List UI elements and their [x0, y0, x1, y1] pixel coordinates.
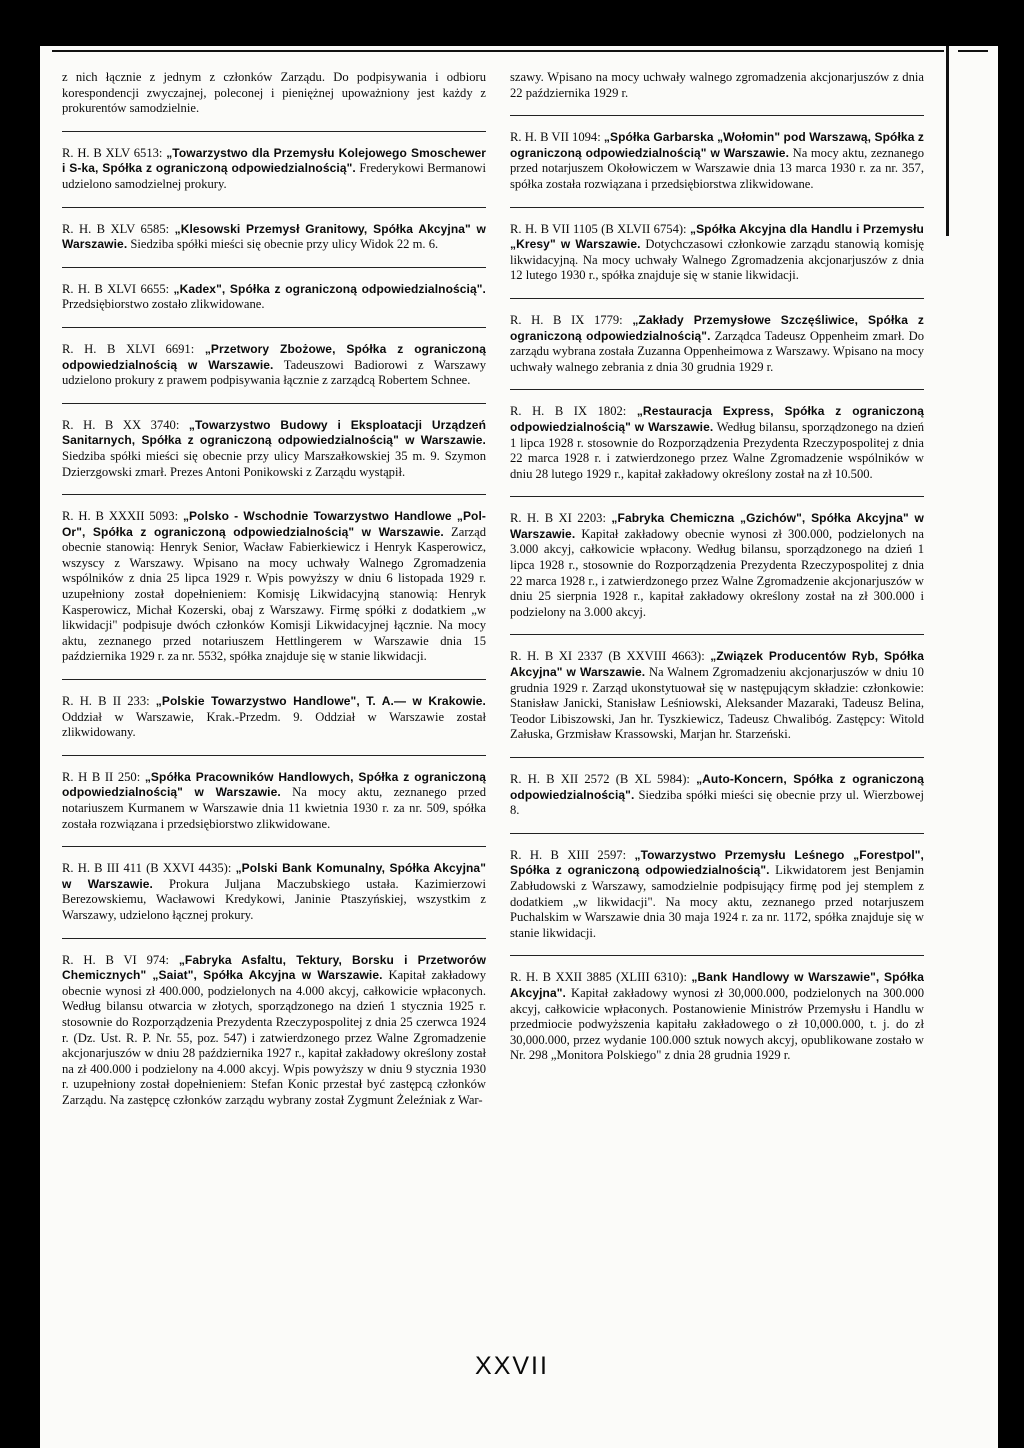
- entry-company-name: „Polskie Towarzystwo Handlowe", T. A.— w Krakowie.: [155, 694, 486, 709]
- entry-company-name: „Fabryka Chemiczna „Gzichów", Spółka Akcyjna" w Warszawie.: [510, 511, 924, 541]
- entry-text: Przedsiębiorstwo zostało zlikwidowane.: [62, 297, 265, 312]
- entry-separator: [510, 634, 924, 635]
- entry-company-name: „Towarzystwo Budowy i Eksploatacji Urządzeń Sanitarnych, Spółka z ograniczoną odpowiedzialnością" w Warszawie.: [62, 417, 487, 448]
- column-divider-mark: [946, 46, 949, 236]
- entry-reference: R. H. B XII 2572 (B XL 5984):: [510, 772, 697, 786]
- entry-reference: R. H. B XXXII 5093:: [62, 509, 183, 524]
- register-entry: [62, 146, 486, 193]
- register-entry: [510, 313, 924, 375]
- register-entry: [62, 342, 486, 389]
- left-column: [62, 70, 486, 1123]
- entry-text: Frederykowi Bermanowi udzielono samodzielnej prokury.: [62, 161, 486, 191]
- register-entry: [510, 772, 924, 819]
- register-entry: [510, 70, 924, 101]
- entry-text: Na Walnem Zgromadzeniu akcjonarjuszów w dniu 10 grudnia 1929 r. Zarząd ukonstytuował się w następującym składzie: członkowie: Stanisław Janicki, Stanisław Leśniowski, Aleksander Mazaraki, Tadeusz Belina, Teodor Libiszowski, Jan hr. Tyszkiewicz, Tadeusz Chwalibóg. Zastępcy: Witold Załuska, Grzmisław Krassowski, Marjan hr. Starzeński.: [510, 665, 924, 742]
- register-entry: [62, 222, 486, 253]
- register-entry: [510, 404, 924, 482]
- entry-text: Siedziba spółki mieści się obecnie przy ulicy Marszałkowskiej 35 m. 9. Szymon Dzierzgowski zmarł. Prezes Antoni Ponikowski z Zarządu wystąpił.: [62, 448, 486, 479]
- entry-separator: [510, 115, 924, 116]
- entry-separator: [62, 403, 486, 404]
- entry-separator: [62, 267, 486, 268]
- register-entry: [62, 694, 486, 741]
- entry-separator: [510, 298, 924, 299]
- entry-company-name: „Kadex", Spółka z ograniczoną odpowiedzialnością".: [173, 281, 486, 296]
- register-entry: [62, 770, 486, 832]
- top-rule: [52, 50, 944, 52]
- entry-reference: R. H. B VII 1094:: [510, 130, 604, 145]
- entry-company-name: „Przetwory Zbożowe, Spółka z ograniczoną odpowiedzialnością w Warszawie.: [62, 341, 486, 372]
- register-entry: [62, 282, 486, 313]
- entry-company-name: „Bank Handlowy w Warszawie", Spółka Akcyjna".: [510, 970, 924, 1000]
- entry-text: z nich łącznie z jednym z członków Zarządu. Do podpisywania i odbioru korespondencji zwyczajnej, poleconej i pieniężnej upoważniony jest każdy z prokurentów samodzielnie.: [62, 70, 486, 116]
- entry-reference: R. H. B IX 1802:: [510, 404, 637, 419]
- entry-reference: R. H. B XLVI 6691:: [62, 341, 205, 356]
- entry-text: Siedziba spółki mieści się obecnie przy ulicy Widok 22 m. 6.: [127, 237, 439, 252]
- entry-reference: R. H. B III 411 (B XXVI 4435):: [62, 861, 236, 876]
- entry-company-name: „Towarzystwo Przemysłu Leśnego „Forestpol", Spółka z ograniczoną odpowiedzialnością".: [510, 847, 924, 878]
- register-entry: [510, 130, 924, 192]
- right-column: [510, 70, 924, 1078]
- page-number: XXVII: [475, 1352, 549, 1380]
- register-entry: [510, 511, 924, 620]
- entry-reference: R. H. B VII 1105 (B XLVII 6754):: [510, 221, 690, 236]
- register-entry: [62, 418, 486, 480]
- entry-separator: [510, 389, 924, 390]
- entry-text: Zarząd obecnie stanowią: Henryk Senior, Wacław Fabierkiewicz i Henryk Kasperowicz, wszyscy z Warszawy. Wpisano na mocy uchwały Walnego Zgromadzenia wspólników z dnia 25 lipca 1929 r. Wpis powyższy w dniu 6 listopada 1929 r. uzupełniony został dopełnieniem: Komisję Likwidacyjną stanowią: Henryk Kasperowicz, Michał Kozerski, obaj z Warszawy. Firmę spółki z dodatkiem „w likwidacji" podpisuje dwóch członków Komisji Likwidacyjnej łącznie. Na mocy aktu, zeznanego przed notariuszem Hettlingerem w Warszawie dnia 15 października 1929 r. za nr. 5532, spółka znajduje się w stanie likwidacji.: [62, 524, 486, 664]
- entry-text: Kapitał zakładowy obecnie wynosi zł 300.000, podzielonych na 3.000 akcyj, całkowicie wpłacony. Według bilansu, sporządzonego na dzień 1 lipca 1928 r., stosownie do Rozporządzenia Prezydenta Rzeczypospolitej z dnia 22 marca 1928 r., i zatwierdzonego przez Walne Zgromadzenie akcjonarjuszów w dniu 25 sierpnia 1928 r., kapitał zakładowy określony został na zł 300.000 i podzielony na 3.000 akcyj.: [510, 526, 924, 619]
- register-entry: [62, 953, 486, 1109]
- entry-separator: [62, 131, 486, 132]
- entry-text: Siedziba spółki mieści się obecnie przy ul. Wierzbowej 8.: [510, 787, 924, 818]
- entry-reference: R. H. B XLVI 6655:: [62, 281, 174, 296]
- entry-text: Według bilansu, sporządzonego na dzień 1 lipca 1928 r. stosownie do Rozporządzenia Prezydenta Rzeczypospolitej z dnia 22 marca 1928 r. i zatwierdzonego przez Walne Zgromadzenie wspólników w dniu 28 lutego 1929 r., kapitał zakładowy określony został na zł 10.500.: [510, 419, 924, 481]
- entry-separator: [62, 494, 486, 495]
- entry-company-name: „Polsko - Wschodnie Towarzystwo Handlowe „Pol-Or", Spółka z ograniczoną odpowiedzialnością" w Warszawie.: [62, 509, 487, 539]
- entry-reference: R. H. B XLV 6585:: [62, 221, 175, 236]
- entry-text: Tadeuszowi Badiorowi z Warszawy udzielono prokury z prawem podpisywania łącznie z zarządcą Robertem Schnee.: [62, 357, 486, 388]
- register-entry: [62, 70, 486, 117]
- entry-text: Na mocy aktu, zeznanego przed notariuszem Kurmanem w Warszawie dnia 11 kwietnia 1930 r. za nr. 509, spółka została rozwiązana i przedsiębiorstwo zlikwidowane.: [62, 785, 486, 831]
- entry-reference: R. H. B II 233:: [62, 694, 156, 709]
- entry-separator: [510, 955, 924, 956]
- entry-reference: R. H B II 250:: [62, 769, 145, 784]
- register-entry: [62, 509, 486, 665]
- entry-separator: [62, 938, 486, 939]
- entry-company-name: „Spółka Akcyjna dla Handlu i Przemysłu „Kresy" w Warszawie.: [510, 221, 924, 252]
- register-entry: [510, 970, 924, 1064]
- entry-company-name: „Fabryka Asfaltu, Tektury, Borsku i Przetworów Chemicznych" „Saiat", Spółka Akcyjna w Warszawie.: [62, 952, 487, 983]
- entry-reference: R. H. B XI 2337 (B XXVIII 4663):: [510, 649, 711, 664]
- entry-reference: R. H. B XX 3740:: [62, 417, 189, 432]
- entry-company-name: „Spółka Garbarska „Wołomin" pod Warszawą, Spółka z ograniczoną odpowiedzialnością" w Warszawie.: [510, 130, 924, 160]
- entry-company-name: „Towarzystwo dla Przemysłu Kolejowego Smoschewer i S-ka, Spółka z ograniczoną odpowiedzialnością".: [62, 145, 486, 176]
- entry-separator: [62, 327, 486, 328]
- register-entry: [510, 848, 924, 942]
- register-entry: [510, 222, 924, 284]
- entry-separator: [510, 833, 924, 834]
- entry-text: Kapitał zakładowy wynosi zł 30,000.000, podzielonych na 300.000 akcyj, całkowicie wpłaconych. Postanowienie Ministrów Przemysłu i Handlu w przedmiocie podwyższenia kapitału zakładowego o zł 10,000.000, t. j. do zł 30,000.000, przez wydanie 100.000 sztuk nowych akcyj, opublikowane zostało w Nr. 298 „Monitora Polskiego" z dnia 28 grudnia 1929 r.: [510, 985, 924, 1063]
- entry-text: Zarządca Tadeusz Oppenheim zmarł. Do zarządu wybrana została Zuzanna Oppenheimowa z Warszawy. Wpisano na mocy uchwały walnego zebrania z dnia 30 grudnia 1929 r.: [510, 328, 924, 374]
- entry-company-name: „Auto-Koncern, Spółka z ograniczoną odpowiedzialnością".: [510, 772, 924, 802]
- register-entry: [510, 649, 924, 743]
- entry-company-name: „Restauracja Express, Spółka z ograniczoną odpowiedzialnością" w Warszawie.: [510, 404, 924, 434]
- entry-company-name: „Zakłady Przemysłowe Szczęśliwice, Spółka z ograniczoną odpowiedzialnością".: [510, 312, 924, 343]
- top-rule-right: [958, 50, 988, 52]
- entry-text: szawy. Wpisano na mocy uchwały walnego zgromadzenia akcjonarjuszów z dnia 22 października 1929 r.: [510, 70, 924, 100]
- entry-separator: [510, 757, 924, 758]
- entry-separator: [62, 846, 486, 847]
- entry-text: Oddział w Warszawie, Krak.-Przedm. 9. Oddział w Warszawie został zlikwidowany.: [62, 709, 486, 740]
- entry-reference: R. H. B VI 974:: [62, 952, 179, 967]
- entry-separator: [62, 679, 486, 680]
- entry-reference: R. H. B XXII 3885 (XLIII 6310):: [510, 970, 692, 985]
- entry-text: Likwidatorem jest Benjamin Zabłudowski z Warszawy, samodzielnie podpisujący firmę pod jej stemplem z dodatkiem „w likwidacji". Na mocy aktu, zeznanego przed notarjuszem Puchalskim w Warszawie dnia 30 maja 1924 r. za nr. 1172, spółka znajduje się w stanie likwidacji.: [510, 863, 924, 940]
- entry-separator: [62, 755, 486, 756]
- entry-text: Dotychczasowi członkowie zarządu stanowią komisję likwidacyjną. Na mocy uchwały Walnego Zgromadzenia akcjonarjuszów z dnia 12 lutego 1930 r., spółka znajduje się w stanie likwidacji.: [510, 237, 924, 283]
- entry-text: Kapitał zakładowy obecnie wynosi zł 400.000, podzielonych na 4.000 akcyj, całkowicie wpłaconych. Według bilansu otwarcia w złotych, sporządzonego na dzień 1 stycznia 1925 r. stosownie do Rozporządzenia Prezydenta Rzeczypospolitej z dnia 25 czerwca 1924 r. (Dz. Ust. R. P. Nr. 55, poz. 547) i zatwierdzonego przez Walne Zgromadzenie akcjonarjuszów w dniu 28 października 1927 r., kapitał zakładowy określony został na zł 400.000 i podzielony na 4.000 akcyj. Wpis powyższy w dniu 9 stycznia 1930 r. uzupełniony został dopełnieniem: Stefan Konic przestał być zastępcą członków Zarządu. Na zastępcę członków zarządu wybrany został Zygmunt Żeleźniak z War-: [62, 968, 486, 1107]
- entry-reference: R. H. B XIII 2597:: [510, 847, 635, 862]
- entry-separator: [510, 207, 924, 208]
- entry-company-name: „Związek Producentów Ryb, Spółka Akcyjna" w Warszawie.: [510, 649, 924, 680]
- entry-company-name: „Klesowski Przemysł Granitowy, Spółka Akcyjna" w Warszawie.: [62, 221, 486, 252]
- entry-reference: R. H. B IX 1779:: [510, 312, 633, 327]
- entry-separator: [62, 207, 486, 208]
- entry-company-name: „Spółka Pracowników Handlowych, Spółka z ograniczoną odpowiedzialnością" w Warszawie.: [62, 769, 486, 800]
- entry-reference: R. H. B XI 2203:: [510, 511, 612, 526]
- entry-text: Prokura Juljana Maczubskiego ustała. Kazimierzowi Berezowskiemu, Wacławowi Kredykowi, Janinie Ptaszyńskiej, wszystkim z Warszawy, udzielono łącznej prokury.: [62, 876, 486, 922]
- entry-reference: R. H. B XLV 6513:: [62, 145, 167, 160]
- entry-separator: [510, 496, 924, 497]
- entry-text: Na mocy aktu, zeznanego przed notarjuszem Okołowiczem w Warszawie dnia 13 marca 1930 r. za nr. 357, spółka została rozwiązana i przedsiębiorstwa zlikwidowane.: [510, 145, 924, 191]
- entry-company-name: „Polski Bank Komunalny, Spółka Akcyjna" w Warszawie.: [62, 861, 486, 891]
- register-entry: [62, 861, 486, 923]
